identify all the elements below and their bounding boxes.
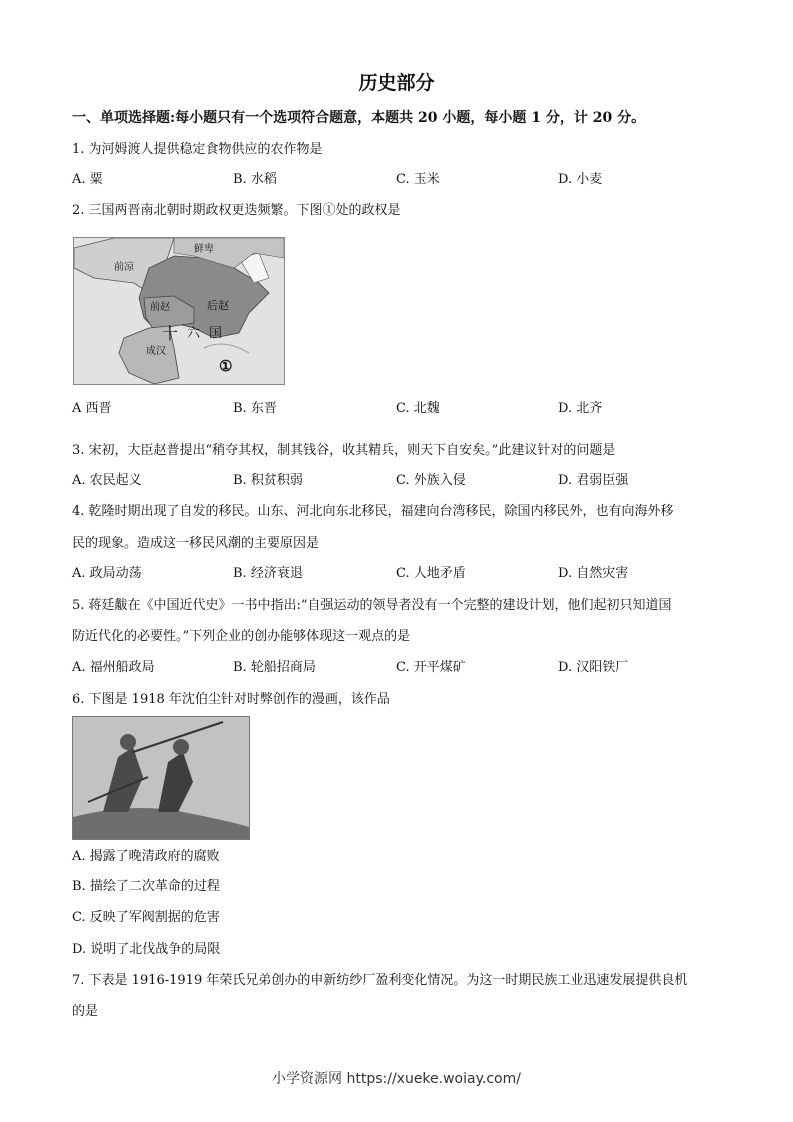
page-title: 历史部分 [358,72,435,94]
q1-option-c: C. 玉米 [396,172,440,187]
question-4-stem-line-2: 民的现象。造成这一移民风潮的主要原因是 [72,536,320,551]
q2-option-c: C. 北魏 [396,401,440,416]
q3-option-b: B. 积贫积弱 [233,473,303,488]
question-7-stem-line-2: 的是 [72,1004,99,1019]
warlord-cartoon-image [72,716,250,840]
q1-option-d: D. 小麦 [558,172,603,187]
map-label-qianzhao: 前赵 [150,302,170,313]
q3-option-c: C. 外族入侵 [396,473,466,488]
q6-option-d: D. 说明了北伐战争的局限 [72,942,221,957]
q4-option-c: C. 人地矛盾 [396,566,466,581]
section-heading: 一、单项选择题:每小题只有一个选项符合题意，本题共 20 小题，每小题 1 分，计 20 分。 [72,110,646,126]
q2-option-a: A 西晋 [72,401,112,416]
question-1-stem: 1. 为河姆渡人提供稳定食物供应的农作物是 [72,142,323,157]
q5-option-a: A. 福州船政局 [72,660,155,675]
q2-option-d: D. 北齐 [558,401,603,416]
question-5-stem-line-2: 防近代化的必要性。”下列企业的创办能够体现这一观点的是 [72,629,411,644]
question-3-stem: 3. 宋初，大臣赵普提出“稍夺其权，制其钱谷，收其精兵，则天下自安矣。”此建议针对的问题是 [72,443,616,458]
footer-watermark: 小学资源网 https://xueke.woiay.com/ [272,1071,521,1087]
q4-option-b: B. 经济衰退 [233,566,303,581]
question-7-stem-line-1: 7. 下表是 1916-1919 年荣氏兄弟创办的申新纺纱厂盈利变化情况。为这一时期民族工业迅速发展提供良机 [72,973,688,988]
q4-option-a: A. 政局动荡 [72,566,142,581]
q1-option-b: B. 水稻 [233,172,277,187]
q4-option-d: D. 自然灾害 [558,566,629,581]
q5-option-b: B. 轮船招商局 [233,660,316,675]
q3-option-a: A. 农民起义 [72,473,142,488]
question-4-stem-line-1: 4. 乾隆时期出现了自发的移民。山东、河北向东北移民，福建向台湾移民，除国内移民外，也有向海外移 [72,504,674,519]
q5-option-c: C. 开平煤矿 [396,660,466,675]
map-label-qianliang: 前凉 [114,262,134,273]
q6-option-c: C. 反映了军阀割据的危害 [72,910,220,925]
map-label-circle-1: ① [219,357,233,375]
question-2-stem: 2. 三国两晋南北朝时期政权更迭频繁。下图①处的政权是 [72,203,401,218]
question-5-stem-line-1: 5. 蒋廷黻在《中国近代史》一书中指出:“自强运动的领导者没有一个完整的建设计划，他们起初只知道国 [72,598,672,613]
q1-option-a: A. 粟 [72,172,103,187]
map-label-houzhao: 后赵 [207,299,229,312]
q3-option-d: D. 君弱臣强 [558,473,629,488]
map-label-xianbei: 鲜卑 [194,244,214,255]
map-label-chenghan: 成汉 [146,346,166,357]
question-6-stem: 6. 下图是 1918 年沈伯尘针对时弊创作的漫画，该作品 [72,692,390,707]
map-label-shi: 十 [162,324,179,343]
map-label-liu: 六 [187,326,201,341]
q6-option-a: A. 揭露了晚清政府的腐败 [72,849,220,864]
sixteen-kingdoms-map [73,237,285,385]
q6-option-b: B. 描绘了二次革命的过程 [72,879,220,894]
map-label-guo: 国 [209,326,223,341]
q5-option-d: D. 汉阳铁厂 [558,660,629,675]
q2-option-b: B. 东晋 [233,401,277,416]
